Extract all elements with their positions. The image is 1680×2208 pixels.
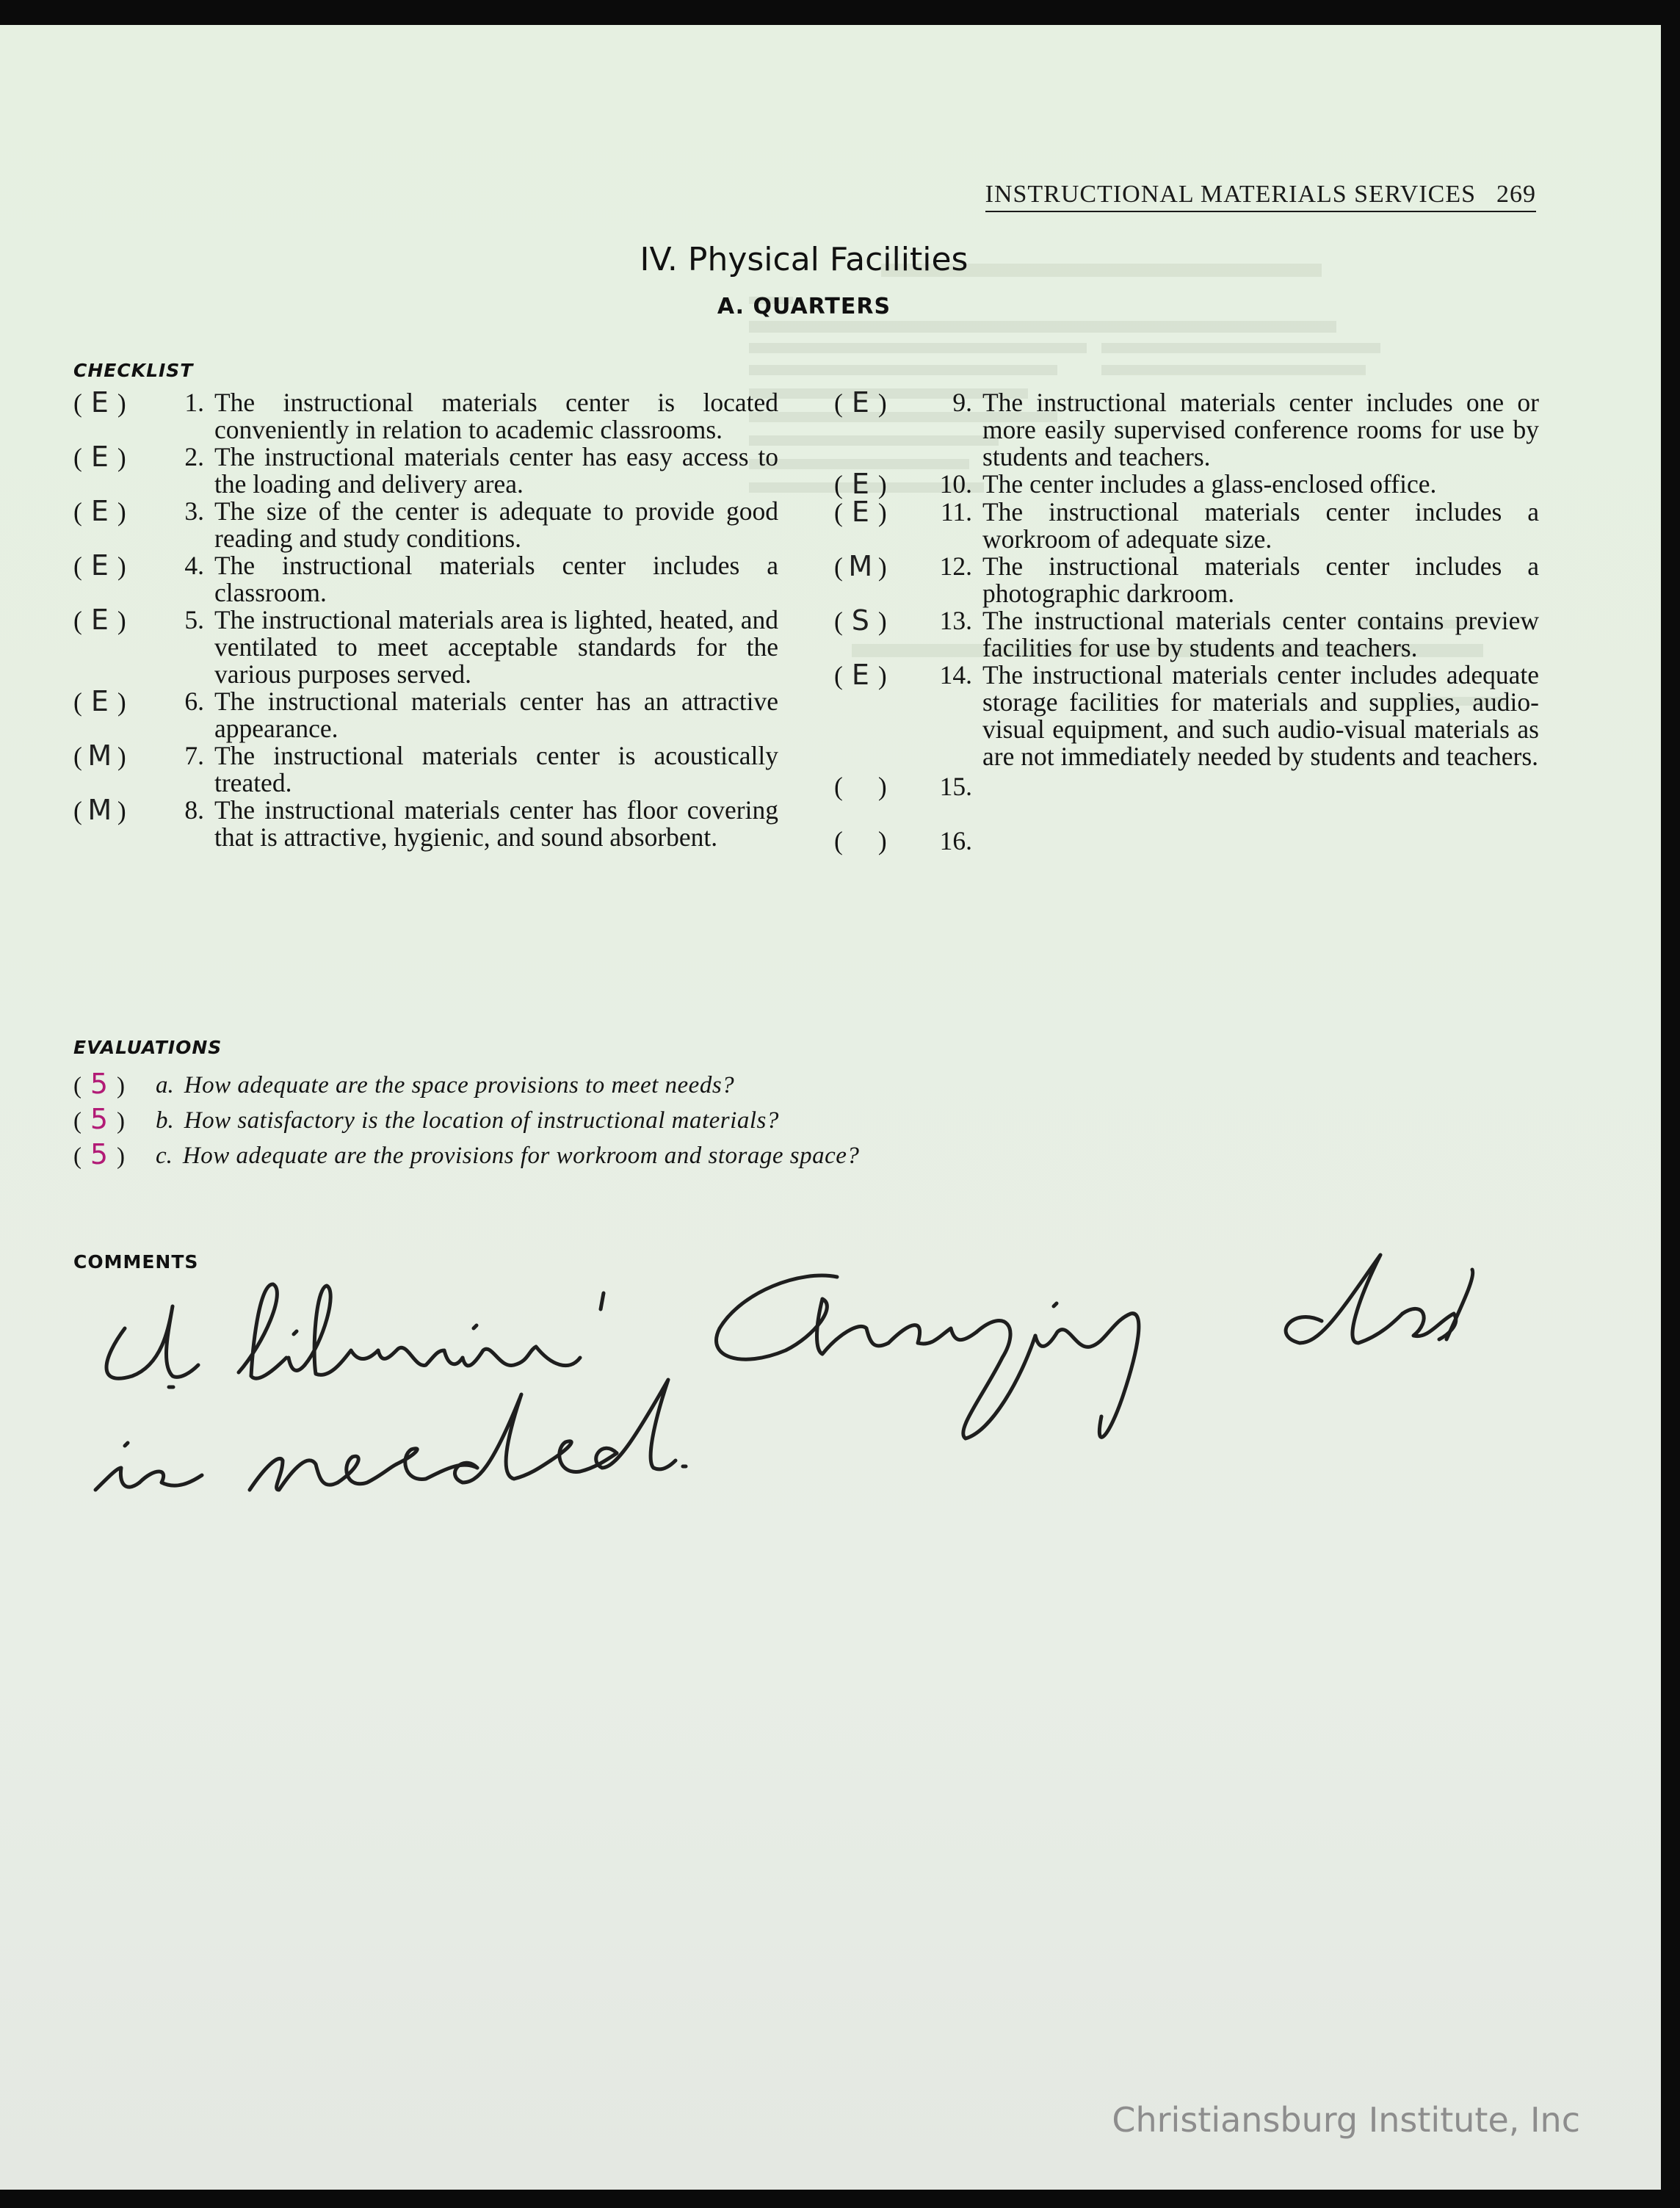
checklist-mark: ( M ): [834, 550, 887, 582]
item-text: The instructional materials center has floor covering that is attractive, hygienic, and sound absorbent.: [214, 795, 778, 852]
handwritten-mark: E: [851, 386, 869, 419]
checklist-item-7: [73, 739, 778, 797]
item-number: 11.: [940, 497, 972, 526]
checklist-item-10: [834, 468, 1539, 500]
checklist-item-13: [834, 604, 1539, 662]
handwritten-mark: S: [851, 604, 869, 637]
checklist-mark: ( ): [834, 826, 887, 855]
checklist-mark: ( ): [834, 772, 887, 801]
handwritten-mark: E: [90, 386, 109, 419]
checklist-item-15: [834, 773, 1539, 800]
evaluation-question: How adequate are the provisions for workroom and storage space?: [182, 1142, 860, 1169]
handwritten-rating: 5: [90, 1138, 109, 1170]
item-text: The instructional materials center is located conveniently in relation to academic classrooms.: [214, 388, 778, 444]
handwritten-rating: 5: [90, 1068, 109, 1100]
item-text: The instructional materials center includes one or more easily supervised conference rooms for use by students and teachers.: [982, 388, 1539, 471]
checklist-mark: ( E ): [73, 549, 126, 582]
handwritten-mark: E: [851, 496, 869, 528]
handwritten-mark: E: [90, 604, 109, 636]
item-text: The instructional materials center includes a classroom.: [214, 551, 778, 607]
item-number: 8.: [184, 795, 204, 825]
item-number: 5.: [184, 605, 204, 634]
evaluation-item: ( 5 ) c. How adequate are the provisions for workroom and storage space?: [73, 1138, 859, 1173]
comments-label: COMMENTS: [73, 1251, 199, 1273]
item-text: The instructional materials area is lighted, heated, and ventilated to meet acceptable standards for the various purposes served.: [214, 605, 778, 689]
evaluation-letter: c.: [156, 1142, 173, 1169]
checklist-item-14: [834, 659, 1539, 771]
item-text: The instructional materials center includes adequate storage facilities for materials and supplies, audio-visual equipment, and such audio-visual materials as are not immediately needed by students and teachers.: [982, 660, 1539, 771]
running-title: INSTRUCTIONAL MATERIALS SERVICES: [985, 181, 1476, 208]
item-number: 2.: [184, 442, 204, 471]
checklist-left-column: [73, 386, 778, 852]
evaluation-item: ( 5 ) a. How adequate are the space provisions to meet needs?: [73, 1068, 859, 1103]
checklist-mark: ( E ): [73, 495, 126, 527]
item-text: The instructional materials center includes a photographic darkroom.: [982, 551, 1539, 608]
handwritten-mark: E: [851, 468, 869, 500]
item-number: 3.: [184, 496, 204, 526]
item-text: The instructional materials center has an attractive appearance.: [214, 687, 778, 743]
item-text: The size of the center is adequate to provide good reading and study conditions.: [214, 496, 778, 553]
item-text: The center includes a glass-enclosed office.: [982, 469, 1437, 499]
checklist-item-16: [834, 828, 1539, 855]
running-head: [985, 181, 1536, 212]
item-number: 15.: [939, 772, 972, 801]
checklist-right-column: [834, 386, 1539, 855]
item-number: 9.: [952, 388, 972, 417]
item-number: 6.: [184, 687, 204, 716]
item-number: 13.: [939, 606, 972, 635]
item-number: 1.: [184, 388, 204, 417]
item-text: The instructional materials center contains preview facilities for use by students and teachers.: [982, 606, 1539, 662]
item-number: 7.: [184, 741, 204, 770]
handwritten-mark: M: [848, 550, 873, 582]
item-number: 14.: [939, 660, 972, 689]
handwritten-rating: 5: [90, 1103, 109, 1135]
checklist-label: CHECKLIST: [73, 360, 194, 381]
checklist-mark: ( S ): [834, 604, 887, 637]
evaluation-question: How adequate are the space provisions to meet needs?: [184, 1071, 735, 1098]
checklist-item-6: [73, 685, 778, 743]
checklist-mark: ( E ): [834, 496, 887, 528]
checklist-item-9: [834, 386, 1539, 471]
checklist-item-5: [73, 604, 778, 689]
item-text: The instructional materials center has easy access to the loading and delivery area.: [214, 442, 778, 499]
checklist-mark: ( E ): [834, 659, 887, 691]
checklist-item-3: [73, 495, 778, 553]
handwritten-mark: E: [851, 659, 869, 691]
document-page: [0, 25, 1661, 2190]
handwritten-mark: E: [90, 441, 109, 473]
checklist-mark: ( E ): [73, 604, 126, 636]
checklist-mark: ( M ): [73, 794, 126, 826]
checklist-item-12: [834, 550, 1539, 608]
handwritten-mark: M: [87, 739, 112, 772]
checklist-mark: ( E ): [73, 441, 126, 473]
evaluation-letter: b.: [156, 1107, 174, 1134]
checklist-mark: ( E ): [834, 386, 887, 419]
handwritten-mark: E: [90, 495, 109, 527]
item-number: 16.: [939, 826, 972, 855]
item-text: The instructional materials center includes a workroom of adequate size.: [982, 497, 1539, 554]
item-number: 12.: [939, 551, 972, 581]
checklist-mark: ( E ): [73, 386, 126, 419]
subsection-title: A. QUARTERS: [717, 294, 891, 319]
evaluations-list: [73, 1068, 859, 1173]
handwritten-mark: M: [87, 794, 112, 826]
evaluations-label: EVALUATIONS: [73, 1037, 222, 1058]
checklist-item-2: [73, 441, 778, 499]
checklist-mark: ( E ): [73, 685, 126, 717]
evaluation-question: How satisfactory is the location of instructional materials?: [184, 1107, 779, 1134]
checklist-mark: ( E ): [834, 468, 887, 500]
item-number: 10.: [939, 469, 972, 499]
checklist-mark: ( M ): [73, 739, 126, 772]
evaluation-letter: a.: [156, 1071, 174, 1098]
handwritten-mark: E: [90, 549, 109, 582]
handwritten-comment: [81, 1248, 1476, 1527]
handwritten-mark: E: [90, 685, 109, 717]
item-number: 4.: [184, 551, 204, 580]
checklist-item-1: [73, 386, 778, 444]
page-number: 269: [1496, 181, 1536, 208]
checklist-item-4: [73, 549, 778, 607]
watermark: Christiansburg Institute, Inc: [1112, 2100, 1580, 2140]
checklist-item-11: [834, 496, 1539, 554]
checklist-item-8: [73, 794, 778, 852]
evaluation-item: ( 5 ) b. How satisfactory is the location of instructional materials?: [73, 1103, 859, 1138]
item-text: The instructional materials center is acoustically treated.: [214, 741, 778, 797]
section-title: IV. Physical Facilities: [640, 241, 968, 278]
